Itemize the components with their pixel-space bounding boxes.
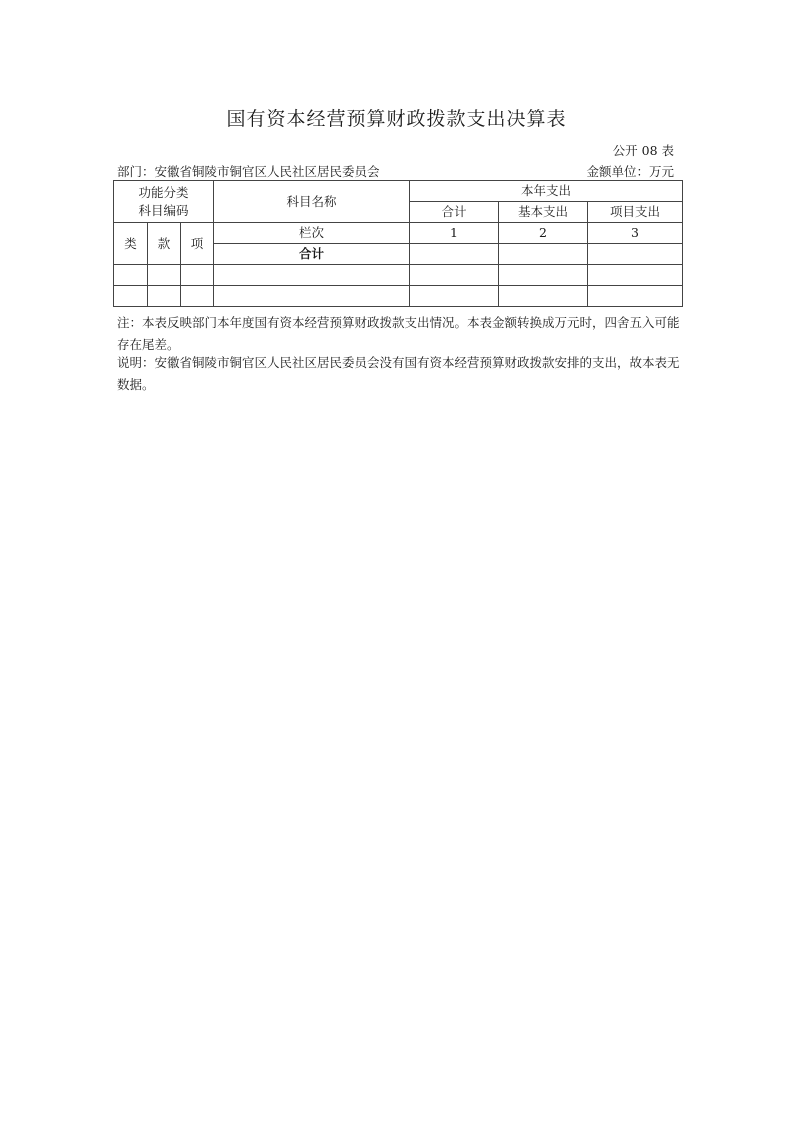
cell <box>114 265 148 286</box>
header-row-1 <box>114 181 683 202</box>
table-row <box>114 265 683 286</box>
cell <box>499 286 588 307</box>
xiang-header: 项 <box>181 223 214 265</box>
function-class-label: 功能分类 <box>138 184 189 200</box>
cell <box>148 265 181 286</box>
cell <box>588 286 683 307</box>
table-note: 注：本表反映部门本年度国有资本经营预算财政拨款支出情况。本表金额转换成万元时，四舍五入可能存在尾差。 <box>117 315 680 352</box>
cell <box>181 265 214 286</box>
amount-unit-label: 金额单位：万元 <box>586 164 674 179</box>
cell <box>588 265 683 286</box>
cell <box>214 286 410 307</box>
index-row <box>114 223 683 244</box>
index-3: 3 <box>588 223 683 244</box>
kuan-header: 款 <box>148 223 181 265</box>
cell <box>410 265 499 286</box>
table-row <box>114 286 683 307</box>
total-column-header: 合计 <box>410 202 499 223</box>
table-explanation: 说明：安徽省铜陵市铜官区人民社区居民委员会没有国有资本经营预算财政拨款安排的支出，故本表无数据。 <box>117 355 680 392</box>
form-number: 公开 08 表 <box>612 143 674 158</box>
project-cell <box>588 244 683 265</box>
basic-cell <box>499 244 588 265</box>
year-expense-header: 本年支出 <box>410 181 683 202</box>
cell <box>214 265 410 286</box>
subject-code-label: 科目编码 <box>138 202 189 218</box>
expense-table <box>113 180 683 307</box>
total-cell <box>410 244 499 265</box>
department-label: 部门：安徽省铜陵市铜官区人民社区居民委员会 <box>117 164 380 179</box>
basic-expense-header: 基本支出 <box>499 202 588 223</box>
index-2: 2 <box>499 223 588 244</box>
cell <box>148 286 181 307</box>
cell <box>499 265 588 286</box>
cell <box>410 286 499 307</box>
subject-name-header: 科目名称 <box>214 181 410 223</box>
index-label: 栏次 <box>214 223 410 244</box>
cell <box>114 286 148 307</box>
total-row-label: 合计 <box>214 244 410 265</box>
lei-header: 类 <box>114 223 148 265</box>
project-expense-header: 项目支出 <box>588 202 683 223</box>
index-1: 1 <box>410 223 499 244</box>
function-class-header <box>114 181 214 223</box>
page-title: 国有资本经营预算财政拨款支出决算表 <box>226 108 567 130</box>
cell <box>181 286 214 307</box>
